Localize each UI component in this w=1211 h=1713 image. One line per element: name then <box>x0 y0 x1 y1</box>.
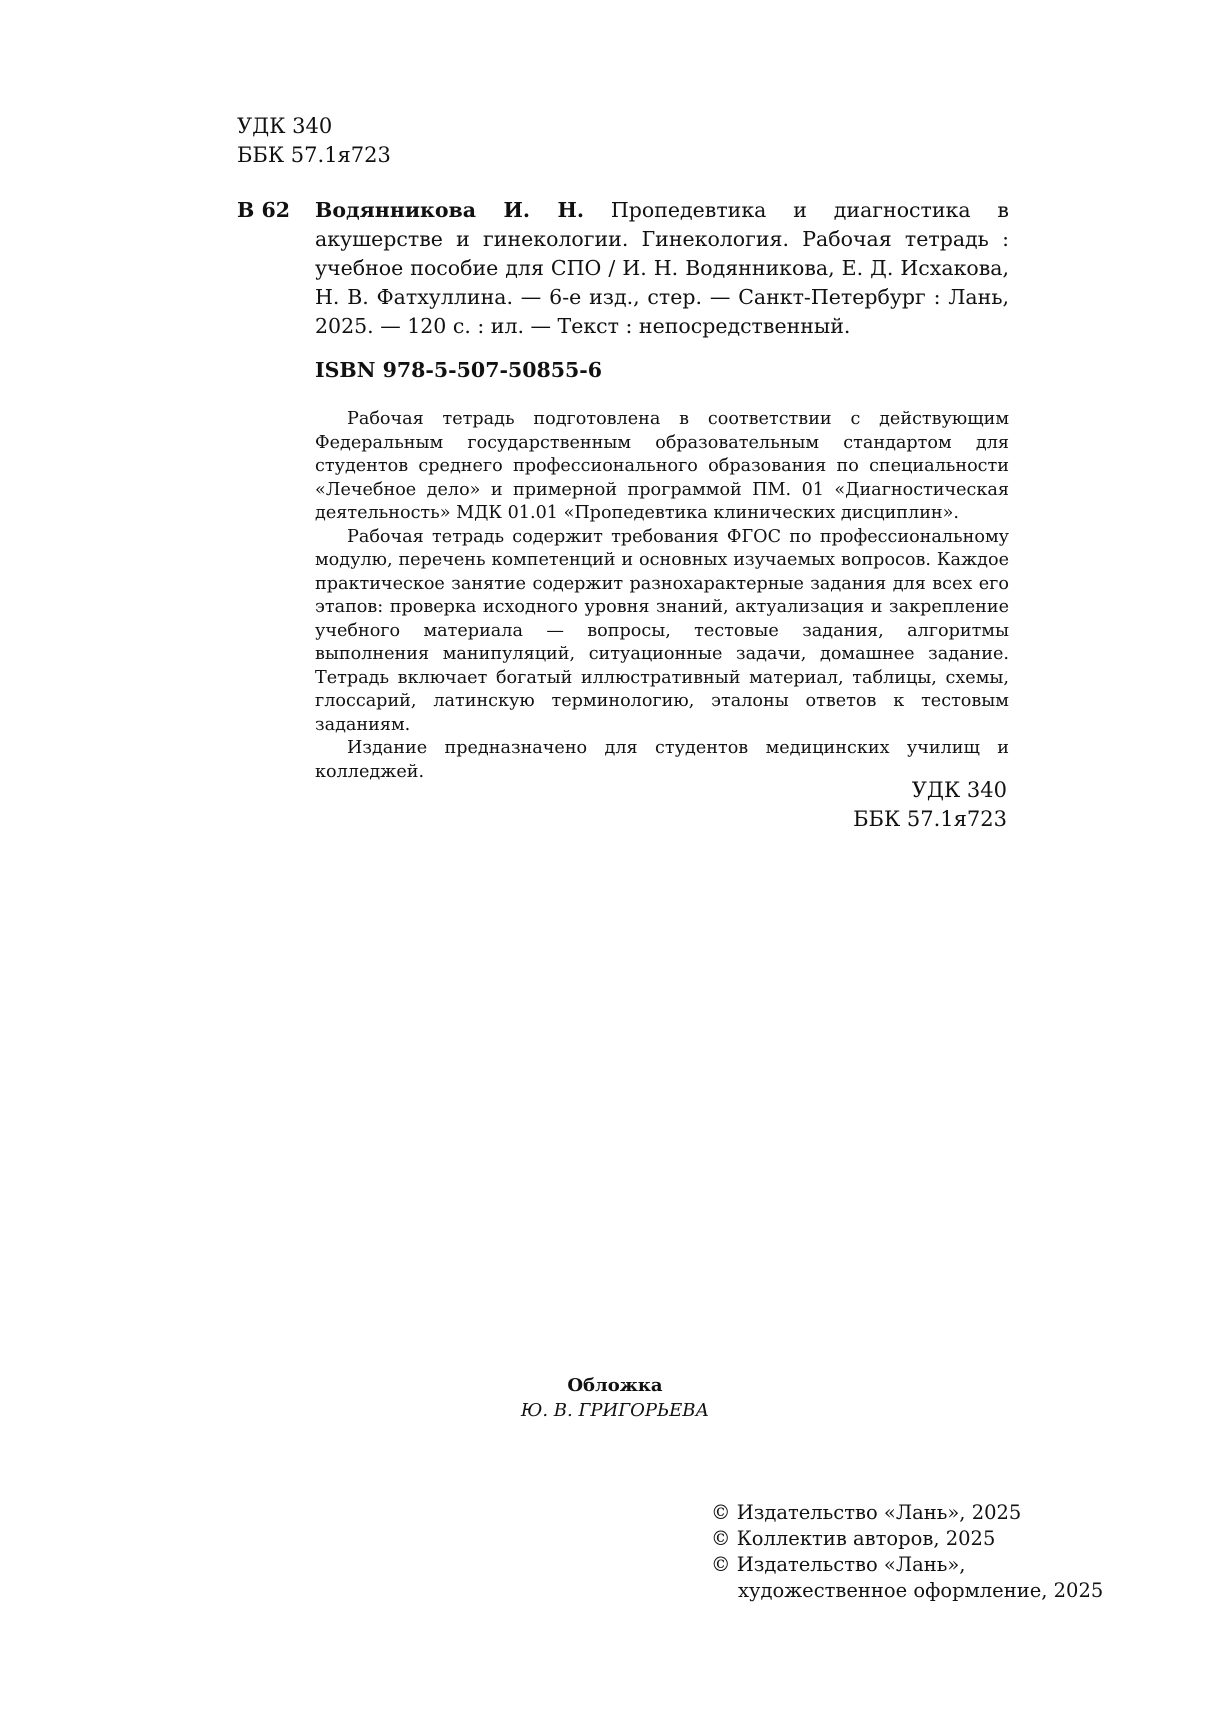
cover-designer: Ю. В. ГРИГОРЬЕВА <box>520 1400 710 1421</box>
cover-label: Обложка <box>567 1375 663 1396</box>
title-and-imprint: Пропедевтика и диагностика в акушерстве и гинекологии. Гинекология. Рабочая тетрадь : учебное пособие для СПО / И. Н. Водянникова, Е. Д. Исхакова, Н. В. Фатхуллина. — 6-е изд., стер. — Санкт-Петербург : Лань, 2025. — 120 с. : ил. — Текст : непосредственный. <box>315 198 1009 338</box>
classification-codes-bottom <box>700 776 1007 834</box>
annotation-paragraph-2: Рабочая тетрадь содержит требования ФГОС по профессиональному модулю, перечень компетенций и основных изучаемых вопросов. Каждое практическое занятие содержит разнохарактерные задания для всех его этапов: проверка исходного уровня знаний, актуализация и закрепление учебного материала — вопросы, тестовые задания, алгоритмы выполнения манипуляций, ситуационные задачи, домашнее задание. Тетрадь включает богатый иллюстративный материал, таблицы, схемы, глоссарий, латинскую терминологию, эталоны ответов к тестовым заданиям. <box>315 526 1009 735</box>
cover-credit <box>440 1373 790 1423</box>
bbk-code: ББК 57.1я723 <box>237 143 391 167</box>
annotation-paragraph-3: Издание предназначено для студентов медицинских училищ и колледжей. <box>315 738 1009 782</box>
classification-codes-top <box>237 112 391 170</box>
annotation-paragraph-1: Рабочая тетрадь подготовлена в соответствии с действующим Федеральным государственным образовательным стандартом для студентов среднего профессионального образования по специальности «Лечебное дело» и примерной программой ПМ. 01 «Диагностическая деятельность» МДК 01.01 «Пропедевтика клинических дисциплин». <box>315 409 1009 523</box>
udk-code: УДК 340 <box>237 114 333 138</box>
copyright-line: © Издательство «Лань», 2025 <box>711 1501 1022 1524</box>
copyright-line: © Издательство «Лань», <box>711 1553 966 1576</box>
copyright-line: © Коллектив авторов, 2025 <box>711 1527 996 1550</box>
udk-code-bottom: УДК 340 <box>911 778 1007 802</box>
bibliographic-description <box>315 196 1009 341</box>
isbn: ISBN 978-5-507-50855-6 <box>315 358 603 382</box>
copyright-line: художественное оформление, 2025 <box>738 1579 1104 1602</box>
author-name: Водянникова И. Н. <box>315 198 585 222</box>
bibliographic-record <box>237 196 1009 341</box>
copyright-block <box>711 1500 1103 1604</box>
author-mark: В 62 <box>237 198 290 222</box>
bbk-code-bottom: ББК 57.1я723 <box>853 807 1007 831</box>
annotation <box>315 408 1009 784</box>
